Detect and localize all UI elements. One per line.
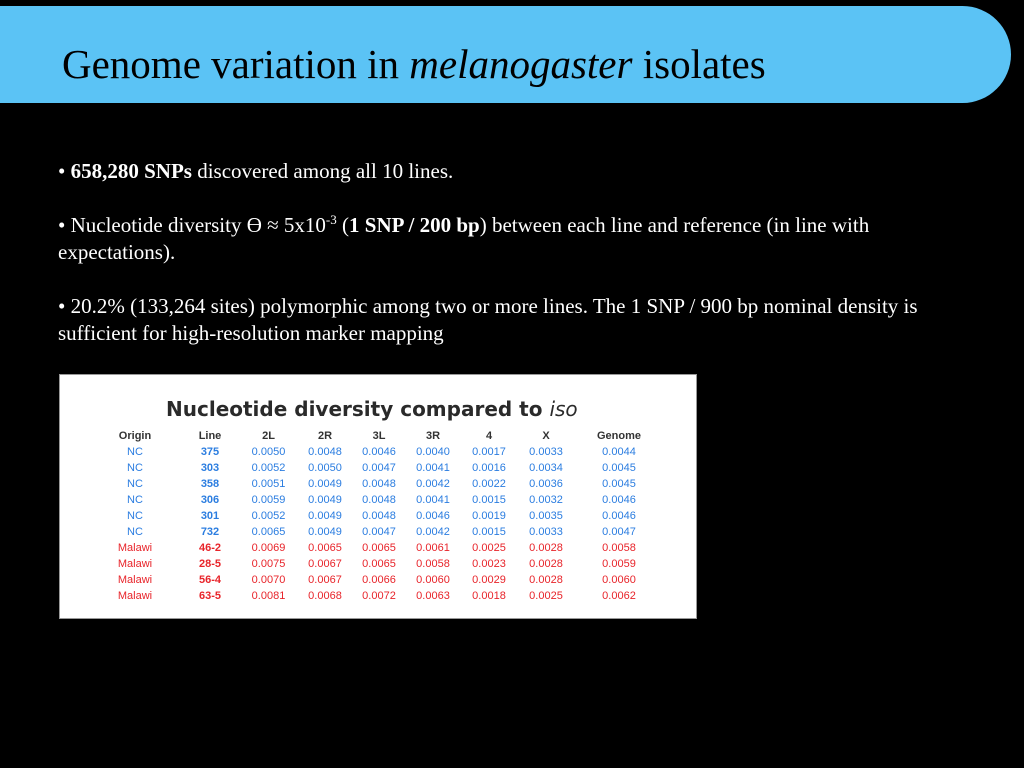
cell-origin: Malawi: [117, 542, 153, 554]
snp-count: 658,280 SNPs: [70, 159, 192, 183]
cell-genome: 0.0046: [602, 494, 636, 506]
cell-line: 63-5: [198, 590, 222, 602]
cell-line: 56-4: [198, 574, 222, 586]
cell-2l: 0.0065: [251, 526, 286, 538]
header-4: 4: [485, 430, 493, 442]
cell-3r: 0.0058: [416, 558, 450, 570]
cell-x: 0.0028: [529, 542, 563, 554]
diversity-table-image: [59, 374, 697, 619]
cell-3r: 0.0060: [416, 574, 450, 586]
cell-3r: 0.0046: [416, 510, 450, 522]
diversity-desc: ) between each line and reference (in line with expectations).: [58, 213, 870, 264]
cell-2l: 0.0050: [251, 446, 286, 458]
cell-2r: 0.0049: [308, 510, 342, 522]
cell-origin: NC: [127, 494, 143, 506]
cell-genome: 0.0059: [602, 558, 636, 570]
cell-2l: 0.0075: [251, 558, 286, 570]
diversity-paren: (: [336, 213, 350, 237]
table-title: [166, 397, 578, 421]
cell-3r: 0.0042: [416, 478, 450, 490]
cell-2l: 0.0069: [251, 542, 286, 554]
cell-origin: Malawi: [117, 558, 153, 570]
cell-3l: 0.0047: [362, 526, 396, 538]
cell-genome: 0.0062: [602, 590, 636, 602]
table-title-italic: iso: [549, 397, 578, 421]
header-3r: 3R: [425, 430, 441, 442]
header-3l: 3L: [372, 430, 386, 442]
table-row: [90, 588, 663, 604]
cell-line: 306: [200, 494, 220, 506]
header-2l: 2L: [262, 430, 275, 442]
cell-genome: 0.0045: [602, 478, 636, 490]
cell-line: 732: [200, 526, 220, 538]
cell-origin: Malawi: [117, 574, 153, 586]
cell-2l: 0.0052: [251, 510, 286, 522]
diversity-text: Nucleotide diversity Ɵ ≈ 5x10: [70, 213, 326, 237]
cell-2r: 0.0068: [308, 590, 342, 602]
cell-2r: 0.0067: [308, 574, 342, 586]
cell-2l: 0.0070: [251, 574, 286, 586]
title-species: melanogaster: [409, 41, 633, 87]
bullet-diversity: • Nucleotide diversity Ɵ ≈ $5x10^{-3}$ (1 SNP / 200 bp) between each line and reference (in line with expectations).: [58, 212, 870, 264]
table-row: [90, 460, 663, 476]
cell-3r: 0.0061: [416, 542, 450, 554]
table-body: [90, 444, 663, 604]
slide-title: [62, 40, 766, 88]
cell-genome: 0.0045: [602, 462, 636, 474]
cell-3l: 0.0048: [362, 478, 396, 490]
table-row: [90, 492, 663, 508]
cell-3r: 0.0042: [416, 526, 450, 538]
title-bar: [0, 6, 1011, 103]
cell-3l: 0.0048: [362, 510, 396, 522]
header-genome: Genome: [596, 430, 641, 442]
cell-line: 375: [200, 446, 220, 458]
cell-line: 303: [200, 462, 220, 474]
table-row: [90, 556, 663, 572]
cell-genome: 0.0044: [602, 446, 636, 458]
title-suffix: isolates: [632, 41, 766, 87]
cell-x: 0.0033: [529, 446, 563, 458]
title-prefix: Genome variation in: [62, 41, 410, 87]
cell-genome: 0.0046: [602, 510, 636, 522]
cell-2r: 0.0065: [308, 542, 342, 554]
cell-x: 0.0033: [529, 526, 563, 538]
cell-3l: 0.0065: [362, 542, 396, 554]
diversity-exponent: -3: [325, 212, 337, 227]
cell-3r: 0.0040: [416, 446, 450, 458]
cell-genome: 0.0058: [602, 542, 636, 554]
cell-2r: 0.0049: [308, 494, 342, 506]
cell-2l: 0.0051: [251, 478, 286, 490]
diversity-density: 1 SNP / 200 bp: [349, 213, 480, 237]
table-row: [90, 508, 663, 524]
cell-3r: 0.0063: [416, 590, 450, 602]
cell-origin: NC: [127, 510, 143, 522]
cell-origin: Malawi: [117, 590, 153, 602]
header-origin: Origin: [118, 430, 152, 442]
cell-origin: NC: [127, 462, 143, 474]
table-title-main: Nucleotide diversity compared to: [166, 397, 550, 421]
header-x: X: [542, 430, 550, 442]
cell-4: 0.0025: [472, 542, 506, 554]
cell-line: 301: [200, 510, 220, 522]
cell-4: 0.0015: [472, 526, 506, 538]
cell-3l: 0.0072: [362, 590, 396, 602]
table-row: [90, 540, 663, 556]
cell-2r: 0.0049: [308, 478, 342, 490]
cell-4: 0.0017: [472, 446, 506, 458]
cell-3l: 0.0048: [362, 494, 396, 506]
polymorphic-text: 20.2% (133,264 sites) polymorphic among two or more lines. The 1 SNP / 900 bp nominal density is sufficient for high-resolution marker mapping: [58, 294, 918, 345]
table-header-row: [90, 428, 663, 444]
cell-3l: 0.0046: [362, 446, 396, 458]
cell-2r: 0.0067: [308, 558, 342, 570]
cell-x: 0.0028: [529, 574, 563, 586]
cell-2r: 0.0050: [308, 462, 342, 474]
cell-x: 0.0028: [529, 558, 563, 570]
diversity-table: [90, 428, 663, 604]
cell-3r: 0.0041: [416, 494, 450, 506]
header-2r: 2R: [317, 430, 333, 442]
cell-3l: 0.0066: [362, 574, 396, 586]
cell-origin: NC: [127, 526, 143, 538]
cell-2l: 0.0052: [251, 462, 286, 474]
cell-2l: 0.0081: [251, 590, 286, 602]
cell-x: 0.0032: [529, 494, 563, 506]
table-row: [90, 524, 663, 540]
cell-3r: 0.0041: [416, 462, 450, 474]
cell-3l: 0.0065: [362, 558, 396, 570]
snp-count-desc: discovered among all 10 lines.: [191, 159, 454, 183]
header-line: Line: [198, 430, 222, 442]
cell-2r: 0.0049: [308, 526, 342, 538]
cell-4: 0.0023: [472, 558, 506, 570]
cell-4: 0.0016: [472, 462, 506, 474]
cell-line: 46-2: [198, 542, 222, 554]
cell-4: 0.0022: [472, 478, 506, 490]
table-row: [90, 444, 663, 460]
bullet-list: [58, 158, 958, 374]
cell-2r: 0.0048: [308, 446, 342, 458]
cell-x: 0.0035: [529, 510, 563, 522]
cell-line: 28-5: [198, 558, 222, 570]
table-row: [90, 572, 663, 588]
cell-origin: NC: [127, 446, 143, 458]
cell-line: 358: [200, 478, 220, 490]
cell-4: 0.0015: [472, 494, 506, 506]
cell-4: 0.0018: [472, 590, 506, 602]
cell-x: 0.0036: [529, 478, 563, 490]
cell-4: 0.0029: [472, 574, 506, 586]
cell-x: 0.0034: [529, 462, 563, 474]
cell-x: 0.0025: [529, 590, 563, 602]
cell-4: 0.0019: [472, 510, 506, 522]
cell-origin: NC: [127, 478, 143, 490]
cell-genome: 0.0047: [602, 526, 636, 538]
table-row: [90, 476, 663, 492]
bullet-polymorphic: • 20.2% (133,264 sites) polymorphic among two or more lines. The 1 SNP / 900 bp nominal density is sufficient for high-resolution marker mapping: [58, 294, 918, 345]
cell-genome: 0.0060: [602, 574, 636, 586]
cell-3l: 0.0047: [362, 462, 396, 474]
cell-2l: 0.0059: [251, 494, 286, 506]
bullet-snps: • 658,280 SNPs discovered among all 10 lines.: [58, 159, 454, 183]
